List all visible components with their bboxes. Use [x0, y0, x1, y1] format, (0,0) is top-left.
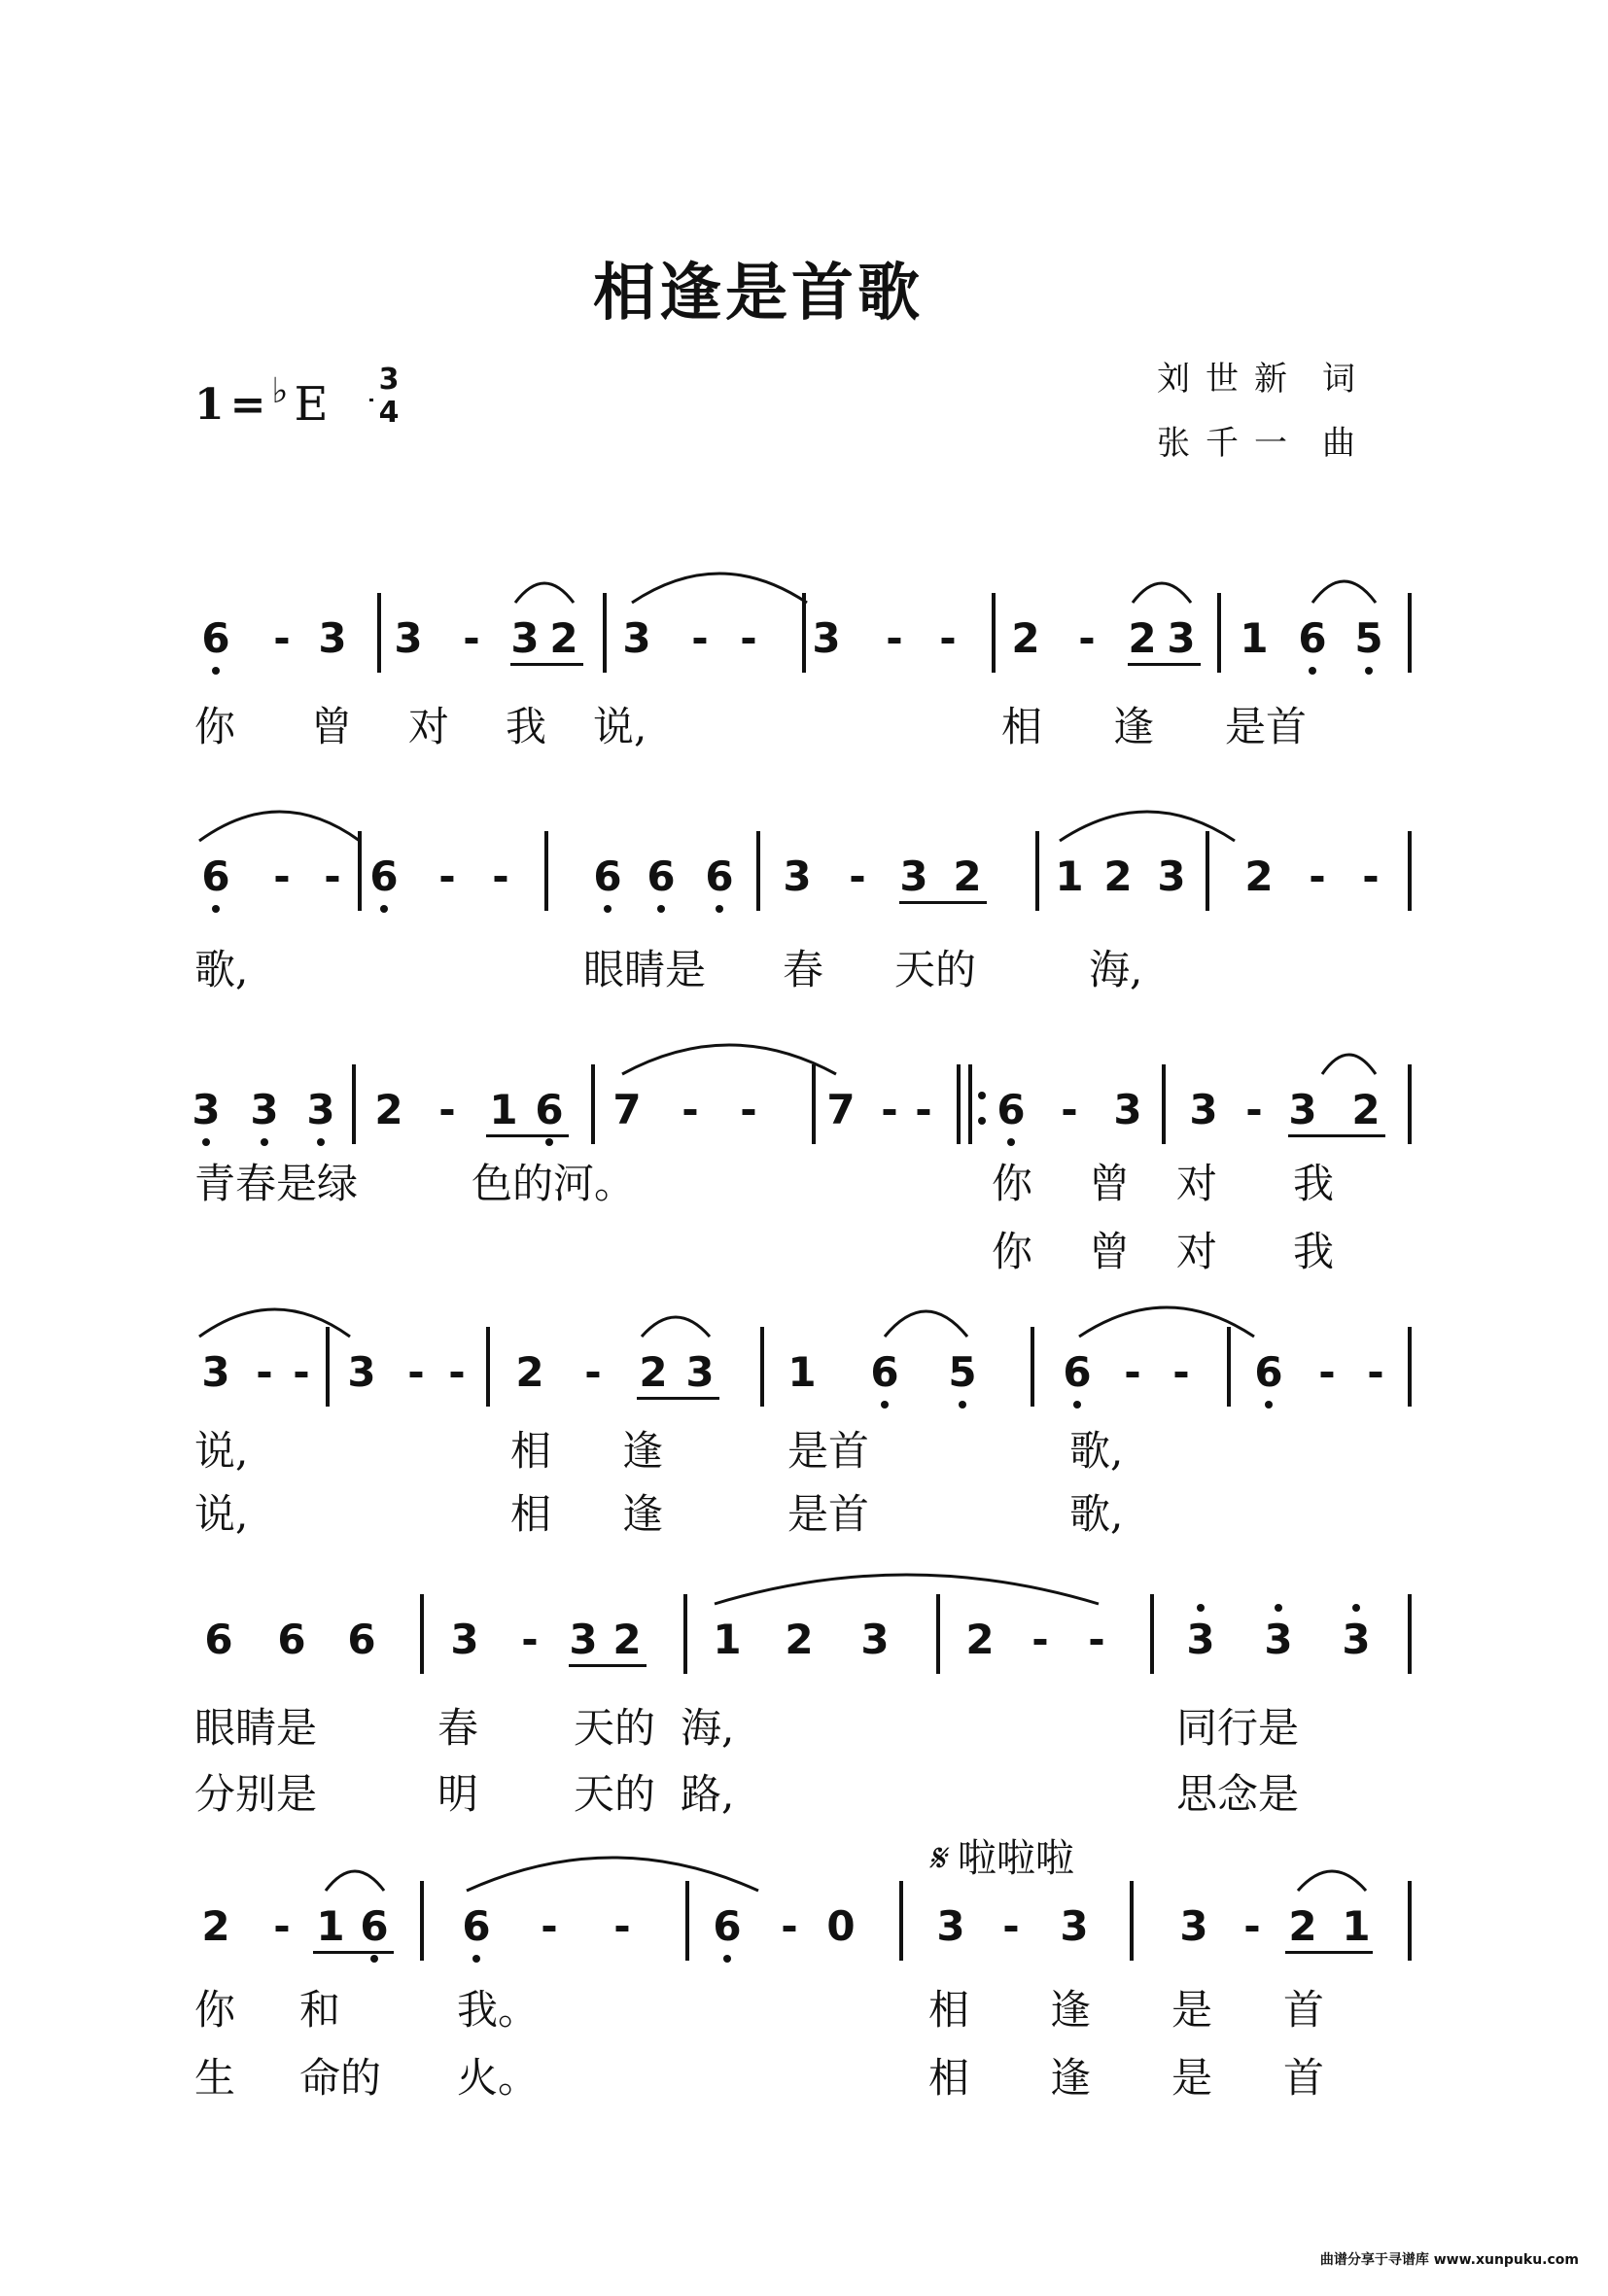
jianpu-note: - — [1243, 1902, 1261, 1950]
lyricist-name: 刘世新 — [1157, 360, 1303, 399]
jianpu-note: - — [1124, 1348, 1141, 1396]
jianpu-note: - — [1002, 1902, 1020, 1950]
jianpu-note: - — [881, 1086, 898, 1133]
octave-dot-above — [1197, 1604, 1205, 1612]
jianpu-note: 5 — [948, 1348, 977, 1396]
beam-underline — [899, 901, 987, 904]
octave-dot-below — [1073, 1401, 1081, 1409]
jianpu-note: 7 — [826, 1086, 856, 1133]
jianpu-note: - — [1031, 1616, 1049, 1663]
bar-line — [1408, 1064, 1412, 1144]
jianpu-note: 2 — [1011, 614, 1040, 662]
lyric-text: 逢 — [622, 1490, 664, 1538]
bar-line — [812, 1064, 816, 1144]
jianpu-note: 2 — [612, 1616, 642, 1663]
lyric-text: 天的 — [574, 1770, 656, 1818]
repeat-dot — [978, 1092, 986, 1099]
lyric-text: 我 — [506, 703, 547, 750]
octave-dot-below — [212, 667, 220, 675]
jianpu-note: 2 — [1351, 1086, 1381, 1133]
octave-dot-below — [716, 905, 723, 913]
jianpu-note: 3 — [306, 1086, 335, 1133]
slur-arc — [885, 1311, 967, 1337]
jianpu-note: - — [886, 614, 903, 662]
lyric-text: 曾 — [1089, 1228, 1131, 1275]
jianpu-note: - — [541, 1902, 558, 1950]
slur-arc — [515, 583, 574, 603]
jianpu-note: 1 — [1055, 852, 1084, 900]
bar-line — [685, 1881, 689, 1961]
jianpu-note: 2 — [1103, 852, 1133, 900]
lyric-text: 是首 — [787, 1490, 870, 1538]
lyric-text: 眼睛是 — [194, 1704, 318, 1752]
octave-dot-below — [202, 1138, 210, 1146]
octave-dot-below — [261, 1138, 268, 1146]
jianpu-note: 1 — [713, 1616, 742, 1663]
jianpu-note: 2 — [1288, 1902, 1317, 1950]
jianpu-note: 6 — [1063, 1348, 1092, 1396]
jianpu-note: 2 — [374, 1086, 403, 1133]
jianpu-note: 3 — [1167, 614, 1196, 662]
lyric-text: 曾 — [1089, 1160, 1131, 1207]
jianpu-note: 6 — [462, 1902, 491, 1950]
bar-line — [1408, 1327, 1412, 1407]
jianpu-note: 1 — [489, 1086, 518, 1133]
lyric-text: 我 — [1293, 1228, 1335, 1275]
jianpu-note: 3 — [1186, 1616, 1215, 1663]
bar-line — [1408, 1594, 1412, 1674]
jianpu-note: 6 — [1298, 614, 1327, 662]
jianpu-note: 1 — [1342, 1902, 1371, 1950]
lyric-text: 逢 — [1050, 1986, 1092, 2034]
lyric-text: 明 — [437, 1770, 479, 1818]
bar-line — [683, 1594, 687, 1674]
lyric-text: 和 — [299, 1986, 341, 2034]
bar-line — [802, 593, 806, 673]
segno-text: 啦啦啦 — [957, 1836, 1074, 1881]
jianpu-note: 6 — [369, 852, 399, 900]
key-prefix: 1 — [194, 379, 225, 430]
bar-line — [760, 1327, 764, 1407]
jianpu-note: - — [1061, 1086, 1078, 1133]
bar-line — [957, 1064, 961, 1144]
lyric-text: 相 — [1001, 703, 1043, 750]
jianpu-note: 3 — [569, 1616, 598, 1663]
segno-sign — [928, 1827, 1074, 1883]
beam-underline — [637, 1397, 719, 1400]
lyric-text: 相 — [510, 1490, 552, 1538]
jianpu-note: 3 — [1113, 1086, 1142, 1133]
jianpu-note: - — [740, 614, 757, 662]
lyric-text: 你 — [194, 703, 236, 750]
jianpu-note: 6 — [535, 1086, 564, 1133]
lyric-text: 天的 — [894, 946, 977, 993]
jianpu-note: - — [1088, 1616, 1105, 1663]
lyric-text: 同行是 — [1176, 1704, 1300, 1752]
lyric-text: 说, — [593, 703, 647, 750]
octave-dot-below — [1007, 1138, 1015, 1146]
lyric-text: 逢 — [1113, 703, 1155, 750]
lyric-text: 你 — [194, 1986, 236, 2034]
lyric-text: 是首 — [787, 1427, 870, 1475]
jianpu-note: - — [740, 1086, 757, 1133]
slur-arc — [1133, 583, 1191, 603]
jianpu-note: - — [293, 1348, 310, 1396]
lyric-text: 对 — [1176, 1228, 1218, 1275]
octave-dot-below — [723, 1955, 731, 1963]
jianpu-note: - — [438, 1086, 456, 1133]
octave-dot-below — [380, 905, 388, 913]
slur-arc — [622, 1045, 836, 1074]
lyric-text: 歌, — [1069, 1427, 1124, 1475]
jianpu-note: - — [273, 1902, 291, 1950]
key-equals: = — [229, 379, 266, 430]
jianpu-note: 3 — [1157, 852, 1186, 900]
jianpu-note: 3 — [318, 614, 347, 662]
bar-line — [591, 1064, 595, 1144]
jianpu-note: 2 — [639, 1348, 668, 1396]
octave-dot-below — [472, 1955, 480, 1963]
bar-line — [1130, 1881, 1134, 1961]
jianpu-note: - — [682, 1086, 699, 1133]
bar-line — [603, 593, 607, 673]
jianpu-note: 3 — [1179, 1902, 1208, 1950]
octave-dot-below — [1365, 667, 1373, 675]
bar-line — [486, 1327, 490, 1407]
jianpu-note: - — [256, 1348, 273, 1396]
time-signature-top: 3 — [378, 363, 400, 397]
jianpu-note: - — [438, 852, 456, 900]
lyric-text: 你 — [992, 1228, 1033, 1275]
lyric-text: 色的河。 — [472, 1160, 636, 1207]
jianpu-note: 6 — [705, 852, 734, 900]
slur-arc — [199, 812, 360, 841]
slur-arc — [1312, 581, 1376, 603]
jianpu-note: 6 — [593, 852, 622, 900]
jianpu-note: 6 — [870, 1348, 899, 1396]
jianpu-note: 6 — [713, 1902, 742, 1950]
lyric-text: 逢 — [622, 1427, 664, 1475]
jianpu-note: 2 — [549, 614, 578, 662]
jianpu-note: 1 — [1240, 614, 1269, 662]
beam-underline — [510, 663, 583, 666]
jianpu-note: 6 — [201, 852, 230, 900]
jianpu-note: 3 — [783, 852, 812, 900]
jianpu-note: - — [849, 852, 866, 900]
jianpu-note: 6 — [277, 1616, 306, 1663]
jianpu-note: - — [324, 852, 341, 900]
jianpu-note: 6 — [1254, 1348, 1283, 1396]
jianpu-note: 2 — [515, 1348, 544, 1396]
bar-line — [352, 1064, 356, 1144]
jianpu-note: 3 — [1288, 1086, 1317, 1133]
bar-line — [1408, 831, 1412, 911]
jianpu-note: - — [1309, 852, 1326, 900]
lyric-text: 对 — [408, 703, 450, 750]
lyric-text: 天的 — [574, 1704, 656, 1752]
lyric-text: 是 — [1171, 1986, 1213, 2034]
beam-underline — [1288, 1134, 1385, 1137]
lyric-text: 曾 — [311, 703, 353, 750]
jianpu-note: 2 — [1244, 852, 1274, 900]
lyric-text: 火。 — [457, 2054, 540, 2102]
repeat-dot — [978, 1117, 986, 1125]
jianpu-note: 2 — [1128, 614, 1157, 662]
jianpu-note: - — [1078, 614, 1096, 662]
jianpu-note: - — [781, 1902, 798, 1950]
jianpu-note: 3 — [192, 1086, 221, 1133]
jianpu-note: 6 — [347, 1616, 376, 1663]
jianpu-note: 3 — [201, 1348, 230, 1396]
slur-arc — [642, 1317, 710, 1337]
lyric-text: 青春是绿 — [194, 1160, 359, 1207]
jianpu-note: - — [448, 1348, 466, 1396]
jianpu-note: 3 — [250, 1086, 279, 1133]
beam-underline — [569, 1664, 647, 1667]
jianpu-note: - — [691, 614, 709, 662]
composer-role: 曲 — [1322, 424, 1371, 463]
lyric-text: 首 — [1283, 1986, 1325, 2034]
segno-symbol: 𝄋 — [928, 1836, 946, 1881]
lyric-text: 说, — [194, 1490, 249, 1538]
jianpu-note: 1 — [316, 1902, 345, 1950]
jianpu-note: - — [584, 1348, 602, 1396]
jianpu-note: - — [1367, 1348, 1384, 1396]
bar-line — [420, 1881, 424, 1961]
song-title: 相逢是首歌 — [593, 257, 924, 330]
lyric-text: 是首 — [1225, 703, 1308, 750]
slur-arc — [467, 1858, 758, 1891]
jianpu-note: 3 — [1189, 1086, 1218, 1133]
jianpu-note: 3 — [622, 614, 651, 662]
lyric-text: 你 — [992, 1160, 1033, 1207]
octave-dot-below — [212, 905, 220, 913]
lyric-text: 歌, — [194, 946, 249, 993]
lyric-text: 说, — [194, 1427, 249, 1475]
slur-arc — [326, 1871, 384, 1891]
jianpu-note: 3 — [1264, 1616, 1293, 1663]
jianpu-note: 2 — [785, 1616, 814, 1663]
lyric-text: 海, — [681, 1704, 735, 1752]
lyric-text: 我 — [1293, 1160, 1335, 1207]
lyric-text: 路, — [681, 1770, 735, 1818]
bar-line — [1031, 1327, 1034, 1407]
jianpu-note: 3 — [394, 614, 423, 662]
beam-underline — [1285, 1951, 1373, 1954]
jianpu-note: 2 — [201, 1902, 230, 1950]
lyric-text: 歌, — [1069, 1490, 1124, 1538]
lyric-text: 思念是 — [1176, 1770, 1300, 1818]
bar-line — [1227, 1327, 1231, 1407]
jianpu-note: 3 — [899, 852, 928, 900]
jianpu-note: - — [1318, 1348, 1336, 1396]
jianpu-note: 2 — [953, 852, 982, 900]
jianpu-note: 3 — [1060, 1902, 1089, 1950]
jianpu-note: 3 — [450, 1616, 479, 1663]
bar-line — [377, 593, 381, 673]
jianpu-note: - — [492, 852, 509, 900]
octave-dot-below — [545, 1138, 553, 1146]
bar-line — [544, 831, 548, 911]
jianpu-note: - — [273, 852, 291, 900]
jianpu-note: 1 — [787, 1348, 817, 1396]
bar-line — [968, 1064, 972, 1144]
lyric-text: 命的 — [299, 2054, 382, 2102]
jianpu-note: 3 — [685, 1348, 715, 1396]
octave-dot-below — [959, 1401, 966, 1409]
bar-line — [936, 1594, 940, 1674]
jianpu-note: 2 — [965, 1616, 995, 1663]
lyric-text: 春 — [437, 1704, 479, 1752]
jianpu-note: - — [521, 1616, 539, 1663]
bar-line — [420, 1594, 424, 1674]
lyric-text: 相 — [928, 1986, 970, 2034]
lyric-text: 生 — [194, 2054, 236, 2102]
octave-dot-below — [604, 905, 612, 913]
bar-line — [992, 593, 996, 673]
jianpu-note: 6 — [647, 852, 676, 900]
bar-line — [1150, 1594, 1154, 1674]
jianpu-note: 6 — [201, 614, 230, 662]
bar-line — [899, 1881, 903, 1961]
bar-line — [756, 831, 760, 911]
lyric-text: 首 — [1283, 2054, 1325, 2102]
lyric-text: 眼睛是 — [583, 946, 707, 993]
bar-line — [1408, 593, 1412, 673]
lyric-text: 逢 — [1050, 2054, 1092, 2102]
bar-line — [358, 831, 362, 911]
slur-arc — [715, 1575, 1099, 1604]
slur-arc — [1298, 1871, 1366, 1891]
bar-line — [1035, 831, 1039, 911]
jianpu-note: 6 — [204, 1616, 233, 1663]
jianpu-note: 3 — [860, 1616, 890, 1663]
jianpu-note: 3 — [1342, 1616, 1371, 1663]
lyric-text: 我。 — [457, 1986, 540, 2034]
lyricist-role: 词 — [1322, 360, 1371, 399]
bar-line — [1206, 831, 1209, 911]
jianpu-note: 3 — [347, 1348, 376, 1396]
jianpu-note: - — [613, 1902, 631, 1950]
jianpu-note: 6 — [360, 1902, 389, 1950]
bar-line — [1162, 1064, 1166, 1144]
bar-line — [326, 1327, 330, 1407]
lyric-text: 分别是 — [194, 1770, 318, 1818]
octave-dot-below — [881, 1401, 889, 1409]
octave-dot-below — [370, 1955, 378, 1963]
beam-underline — [1128, 663, 1201, 666]
slur-arc — [632, 574, 807, 603]
jianpu-note: 3 — [936, 1902, 965, 1950]
jianpu-note: - — [939, 614, 957, 662]
jianpu-note: 7 — [612, 1086, 642, 1133]
time-signature-bottom: 4 — [378, 396, 400, 430]
flat-symbol: ♭ — [271, 370, 289, 411]
octave-dot-above — [1352, 1604, 1360, 1612]
key-note: E — [294, 377, 329, 432]
slur-arc — [1322, 1055, 1376, 1074]
bar-line — [1408, 1881, 1412, 1961]
jianpu-note: - — [273, 614, 291, 662]
lyric-text: 是 — [1171, 2054, 1213, 2102]
lyric-text: 对 — [1176, 1160, 1218, 1207]
jianpu-note: 5 — [1354, 614, 1383, 662]
octave-dot-below — [1265, 1401, 1273, 1409]
bar-line — [1217, 593, 1221, 673]
jianpu-note: 3 — [510, 614, 540, 662]
octave-dot-below — [657, 905, 665, 913]
jianpu-note: - — [407, 1348, 425, 1396]
octave-dot-below — [317, 1138, 325, 1146]
jianpu-note: - — [463, 614, 480, 662]
footer-credit: 曲谱分享于寻谱库 www.xunpuku.com — [1319, 2252, 1579, 2268]
lyric-text: 相 — [928, 2054, 970, 2102]
beam-underline — [313, 1951, 394, 1954]
jianpu-note: - — [1245, 1086, 1263, 1133]
jianpu-note: 0 — [826, 1902, 856, 1950]
lyric-text: 相 — [510, 1427, 552, 1475]
jianpu-note: - — [1362, 852, 1380, 900]
octave-dot-above — [1275, 1604, 1282, 1612]
jianpu-note: - — [915, 1086, 932, 1133]
octave-dot-below — [1309, 667, 1316, 675]
jianpu-note: 6 — [996, 1086, 1026, 1133]
lyric-text: 海, — [1089, 946, 1143, 993]
composer-name: 张千一 — [1157, 424, 1303, 463]
beam-underline — [486, 1134, 569, 1137]
jianpu-note: 3 — [812, 614, 841, 662]
lyric-text: 春 — [783, 946, 824, 993]
jianpu-note: - — [1172, 1348, 1190, 1396]
